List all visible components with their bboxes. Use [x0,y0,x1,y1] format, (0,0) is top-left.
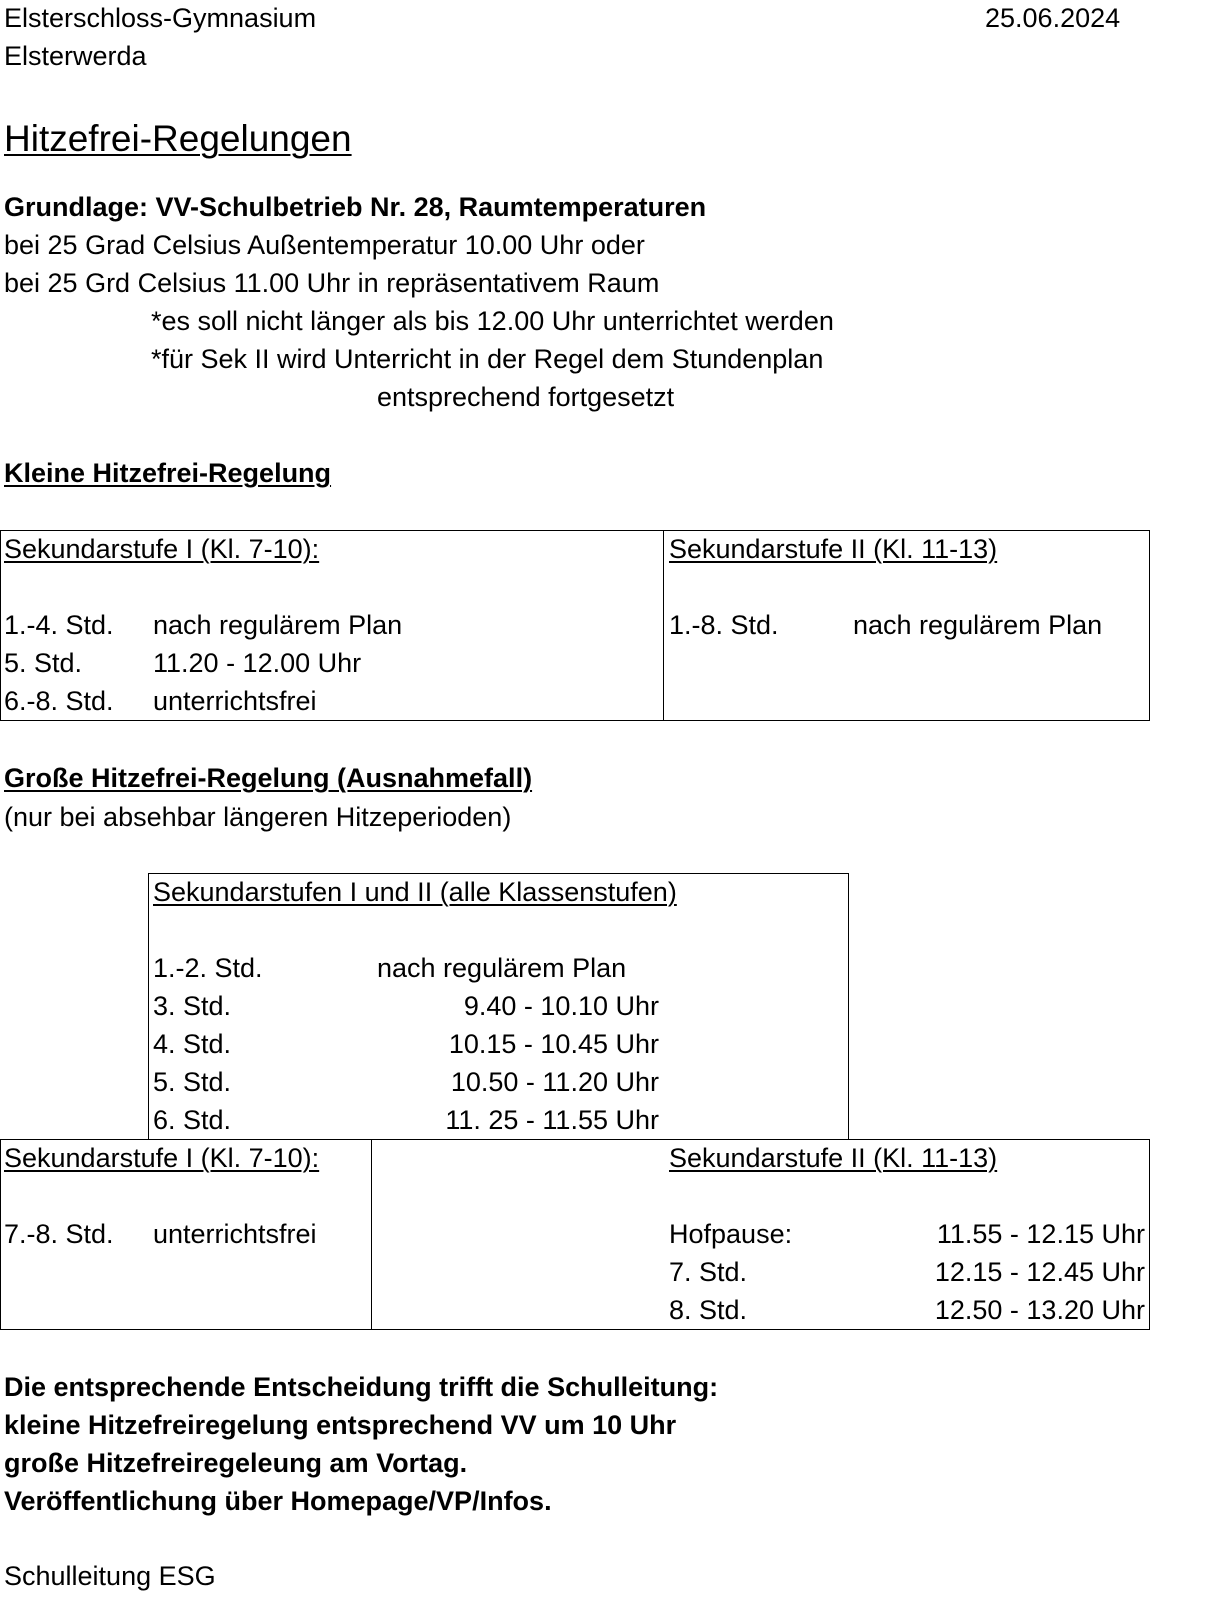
big-all-row-4-value: 10.50 - 11.20 Uhr [450,1067,659,1097]
small-sek2-row-1-value: nach regulärem Plan [853,610,1103,640]
small-sek1-row-2-value: 11.20 - 12.00 Uhr [153,648,362,678]
small-sek2-label: Sekundarstufe II (Kl. 11-13) [669,534,998,564]
page-title: Hitzefrei-Regelungen [4,118,352,159]
decision-line-4: Veröffentlichung über Homepage/VP/Infos. [4,1486,552,1516]
big-all-row-2-period: 3. Std. [153,991,232,1021]
big-all-row-1-period: 1.-2. Std. [153,953,263,983]
small-sek1-row-1-value: nach regulärem Plan [153,610,403,640]
decision-line-2: kleine Hitzefreiregelung entsprechend VV um 10 Uhr [4,1410,677,1440]
small-sek2-row-1-period: 1.-8. Std. [669,610,779,640]
big-rule-subheading: (nur bei absehbar längeren Hitzeperioden) [4,802,512,832]
big-all-row-2-value: 9.40 - 10.10 Uhr [463,991,659,1021]
big-all-label: Sekundarstufen I und II (alle Klassenstufen) [153,877,677,907]
basis-note-1: *es soll nicht länger als bis 12.00 Uhr unterrichtet werden [151,306,834,336]
big-all-row-3-value: 10.15 - 10.45 Uhr [448,1029,659,1059]
big-all-row-1-value: nach regulärem Plan [377,953,627,983]
big-all-row-4-period: 5. Std. [153,1067,232,1097]
big-rule-split-divider [371,1139,372,1330]
big-all-row-5-value: 11. 25 - 11.55 Uhr [445,1105,659,1135]
big-sek2-row-1-value: 11.55 - 12.15 Uhr [936,1219,1145,1249]
basis-line-2: bei 25 Grd Celsius 11.00 Uhr in repräsentativem Raum [4,268,660,298]
signature: Schulleitung ESG [4,1561,216,1591]
decision-line-3: große Hitzefreiregeleung am Vortag. [4,1448,468,1478]
small-sek1-row-1-period: 1.-4. Std. [4,610,114,640]
big-sek2-row-1-period: Hofpause: [669,1219,793,1249]
big-rule-heading: Große Hitzefrei-Regelung (Ausnahmefall) [4,763,533,793]
small-sek1-row-3-period: 6.-8. Std. [4,686,114,716]
big-sek1-label: Sekundarstufe I (Kl. 7-10): [4,1143,320,1173]
small-rule-heading: Kleine Hitzefrei-Regelung [4,458,332,488]
big-sek2-row-2-period: 7. Std. [669,1257,748,1287]
big-sek2-row-3-value: 12.50 - 13.20 Uhr [934,1295,1145,1325]
basis-note-2-continued: entsprechend fortgesetzt [377,382,675,412]
big-sek2-row-3-period: 8. Std. [669,1295,748,1325]
big-sek1-row-1-period: 7.-8. Std. [4,1219,114,1249]
big-sek2-label: Sekundarstufe II (Kl. 11-13) [669,1143,998,1173]
big-all-row-3-period: 4. Std. [153,1029,232,1059]
small-sek1-row-3-value: unterrichtsfrei [153,686,317,716]
small-sek1-label: Sekundarstufe I (Kl. 7-10): [4,534,320,564]
basis-line-1: bei 25 Grad Celsius Außentemperatur 10.00 Uhr oder [4,230,645,260]
school-city: Elsterwerda [4,41,147,71]
big-sek1-row-1-value: unterrichtsfrei [153,1219,317,1249]
small-sek1-row-2-period: 5. Std. [4,648,83,678]
school-name: Elsterschloss-Gymnasium [4,3,317,33]
basis-note-2: *für Sek II wird Unterricht in der Regel dem Stundenplan [151,344,824,374]
big-all-row-5-period: 6. Std. [153,1105,232,1135]
document-date: 25.06.2024 [985,3,1121,33]
big-sek2-row-2-value: 12.15 - 12.45 Uhr [934,1257,1145,1287]
small-rule-divider [663,530,664,721]
decision-line-1: Die entsprechende Entscheidung trifft die Schulleitung: [4,1372,719,1402]
basis-heading: Grundlage: VV-Schulbetrieb Nr. 28, Raumtemperaturen [4,192,707,222]
